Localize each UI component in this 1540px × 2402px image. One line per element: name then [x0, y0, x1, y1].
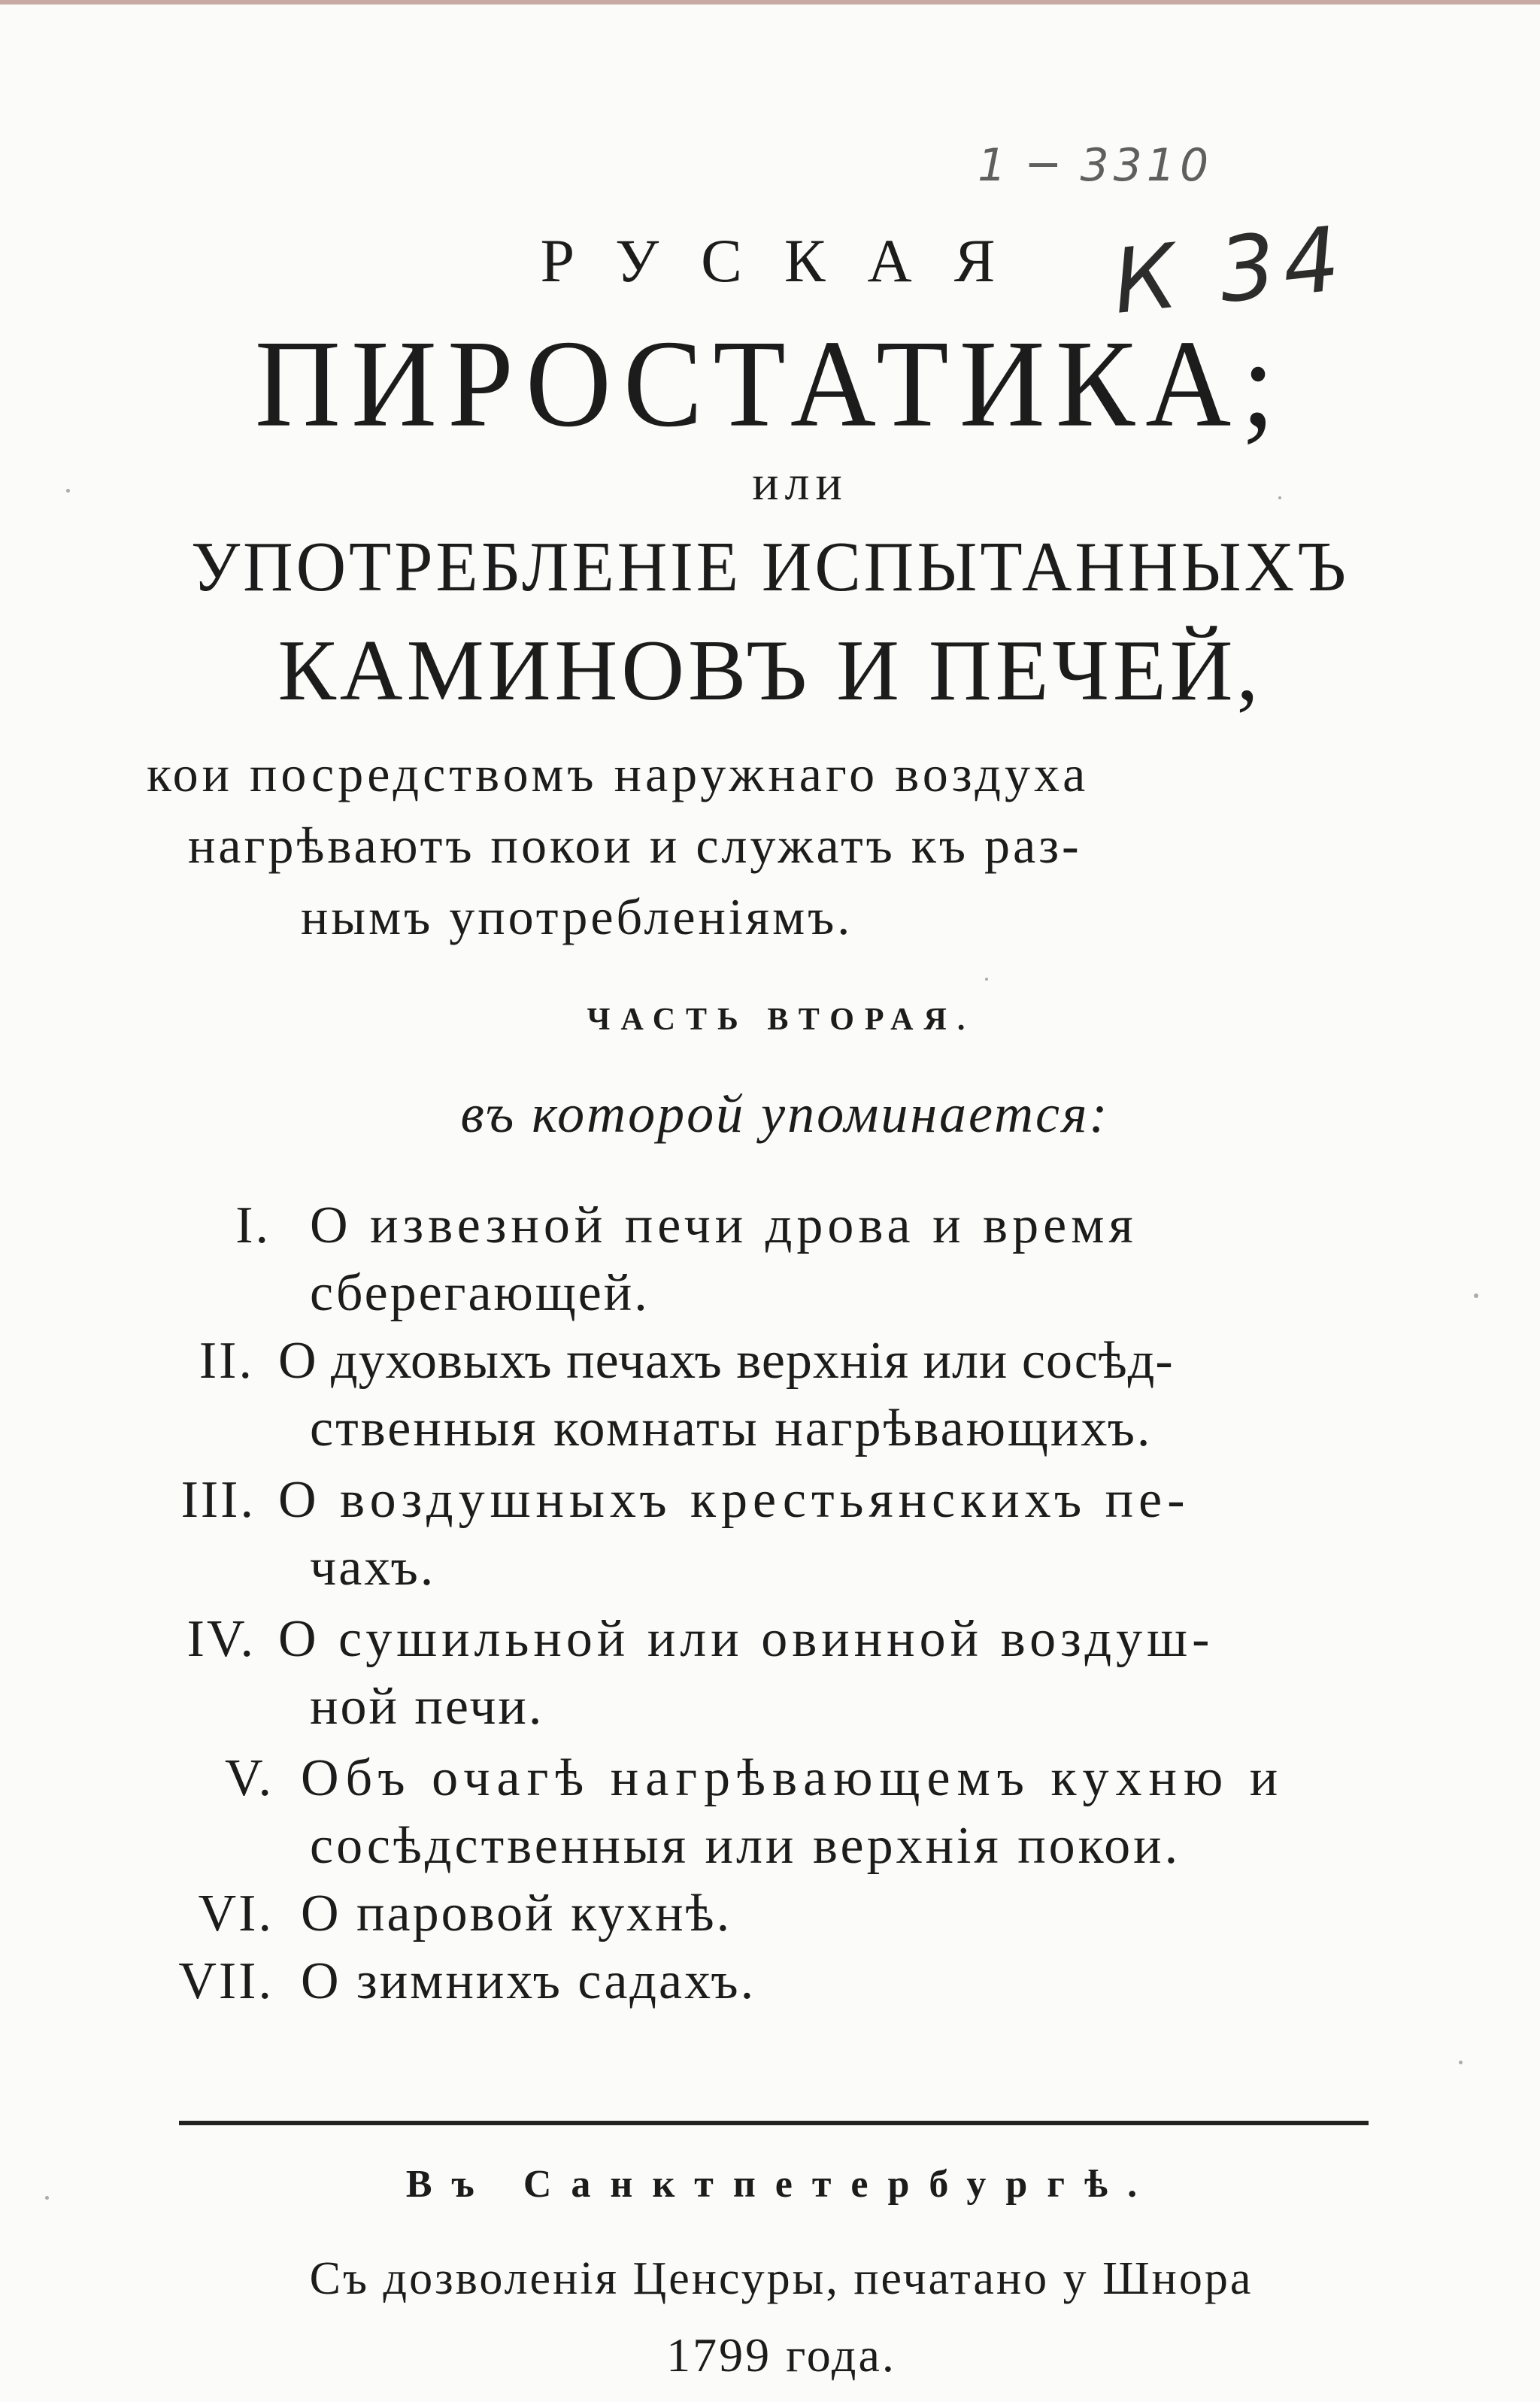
- contents-number: VI.: [198, 1885, 274, 1943]
- contents-text: О зимнихъ садахъ.: [301, 1952, 756, 2010]
- imprint-place: Въ Санктпетербургѣ.: [405, 2163, 1157, 2206]
- contents-text: О воздушныхъ крестьянскихъ пе-: [278, 1471, 1190, 1529]
- contents-number: I.: [235, 1196, 271, 1254]
- contents-text: сосѣдственныя или верхнія покои.: [310, 1817, 1181, 1875]
- scan-speck: [1474, 1294, 1478, 1298]
- scan-speck: [1459, 2061, 1463, 2064]
- title-main: ПИРОСТАТИКА;: [254, 314, 1286, 453]
- handwritten-shelf-number: 1 ─ 3310: [978, 139, 1214, 192]
- handwritten-mark: К 34: [1108, 206, 1352, 334]
- contents-text: сберегающей.: [310, 1264, 650, 1322]
- contents-number: VII.: [178, 1952, 274, 2010]
- contents-text: Объ очагѣ нагрѣвающемъ кухню и: [301, 1749, 1285, 1807]
- scan-speck: [985, 978, 988, 981]
- imprint-censor: Съ дозволенія Ценсуры, печатано у Шнора: [309, 2253, 1254, 2304]
- contents-text: ной печи.: [310, 1678, 544, 1736]
- part-heading: ЧАСТЬ ВТОРАЯ.: [587, 1002, 976, 1037]
- description-line-1: кои посредствомъ наружнаго воздуха: [147, 745, 1090, 802]
- description-line-3: нымъ употребленіямъ.: [301, 888, 853, 945]
- imprint-year: 1799 года.: [666, 2328, 896, 2382]
- title-line-5: КАМИНОВЪ И ПЕЧЕЙ,: [277, 623, 1263, 719]
- contents-text: ственныя комнаты нагрѣвающихъ.: [310, 1400, 1153, 1457]
- contents-number: V.: [224, 1749, 274, 1807]
- contents-number: IV.: [186, 1610, 256, 1668]
- contents-text: О паровой кухнѣ.: [301, 1885, 732, 1943]
- divider-rule: [179, 2121, 1369, 2125]
- scan-edge: [0, 0, 1540, 5]
- title-line-4: УПОТРЕБЛЕНІЕ ИСПЫТАННЫХЪ: [191, 528, 1349, 606]
- contents-number: III.: [180, 1471, 256, 1529]
- description-line-2: нагрѣваютъ покои и служатъ къ раз-: [188, 817, 1082, 874]
- mention-heading: въ которой упоминается:: [460, 1084, 1110, 1144]
- contents-text: О сушильной или овинной воздуш-: [278, 1610, 1214, 1668]
- contents-number: II.: [199, 1332, 254, 1390]
- scan-speck: [66, 489, 70, 493]
- contents-text: чахъ.: [310, 1539, 436, 1597]
- contents-text: О духовыхъ печахъ верхнія или сосѣд-: [278, 1332, 1174, 1390]
- title-or: или: [752, 456, 848, 511]
- title-line-1: РУСКАЯ: [540, 226, 1038, 295]
- scan-speck: [45, 2196, 49, 2200]
- contents-text: О извезной печи дрова и время: [310, 1196, 1138, 1254]
- scan-speck: [1278, 496, 1281, 499]
